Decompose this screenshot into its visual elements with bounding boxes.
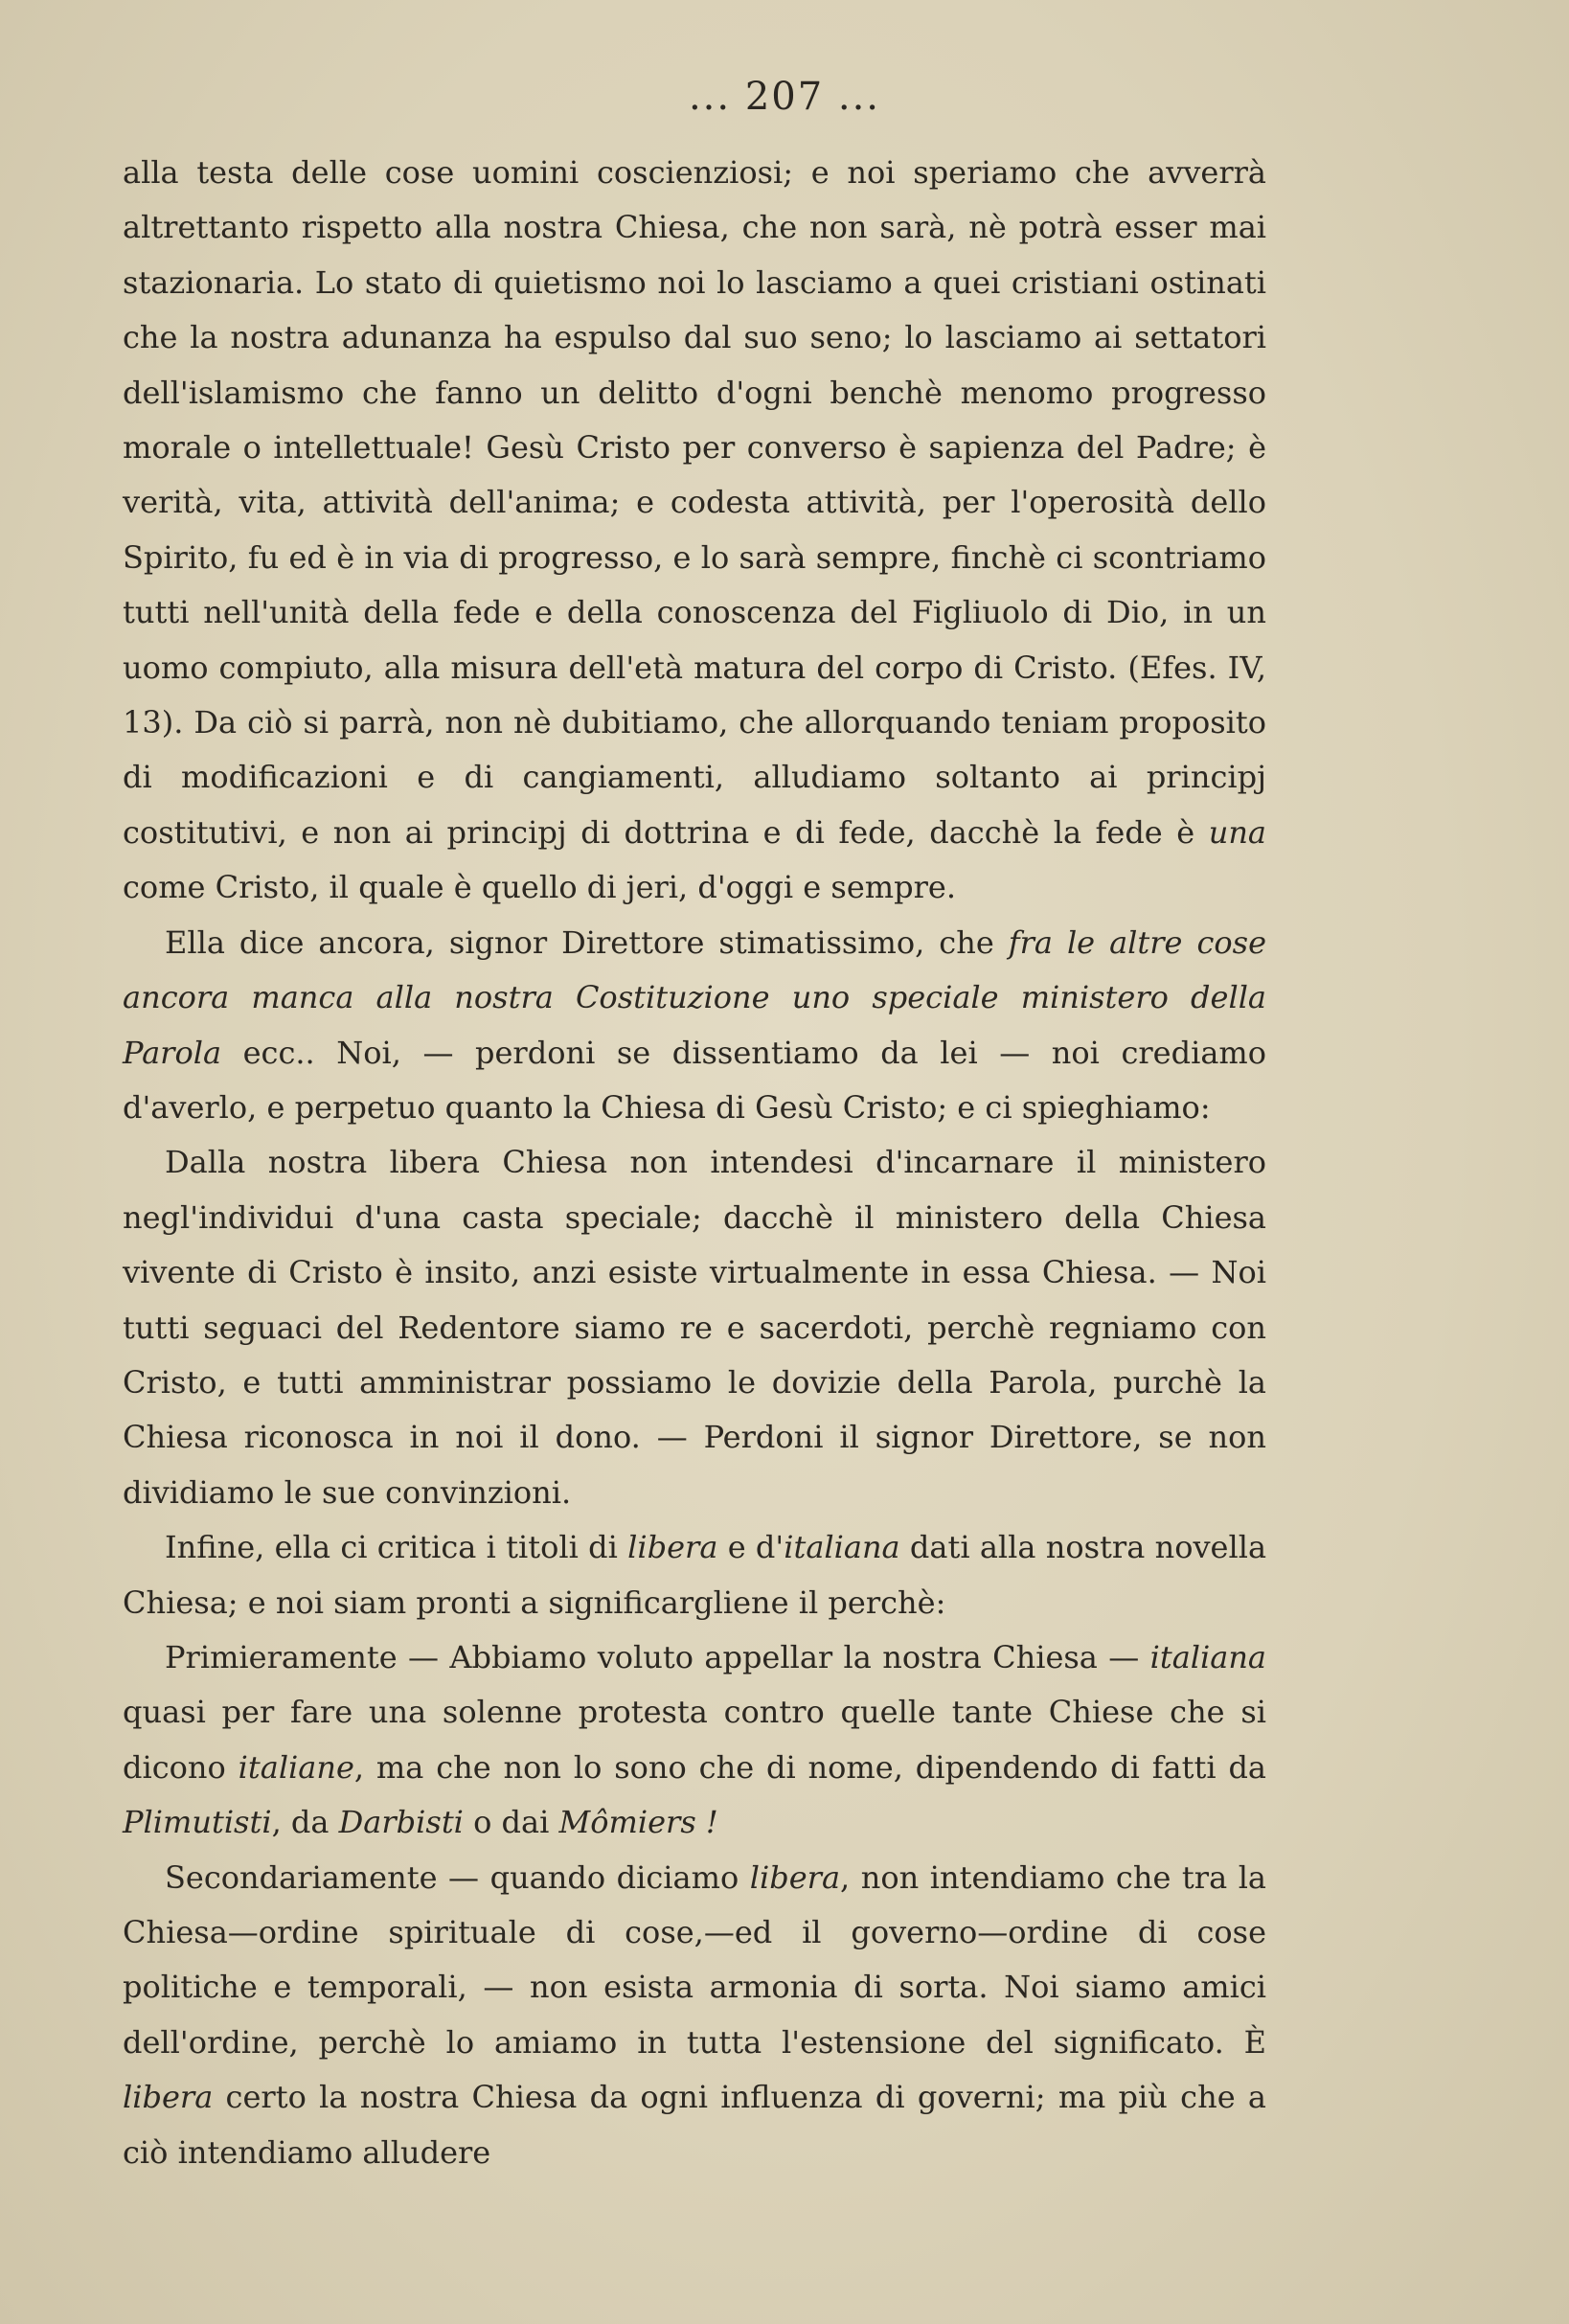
- text-run: e d': [717, 1529, 784, 1566]
- text-run: Ella dice ancora, signor Direttore stimatissimo, che: [165, 923, 1009, 961]
- text-run: come Cristo, il quale è quello di jeri, d'oggi e sempre.: [123, 869, 956, 906]
- body-text: [123, 146, 1266, 2180]
- italic-run: italiana: [784, 1529, 900, 1566]
- italic-run: Plimutisti: [123, 1804, 272, 1841]
- text-run: certo la nostra Chiesa da ogni influenza di governi; ma più che a ciò intendiamo alludere: [123, 2079, 1266, 2171]
- text-run: , da: [271, 1804, 339, 1841]
- italic-run: libera: [627, 1529, 718, 1566]
- paragraph-p6: [123, 1851, 1266, 2180]
- text-run: Primieramente — Abbiamo voluto appellar la nostra Chiesa —: [165, 1638, 1150, 1675]
- text-run: alla testa delle cose uomini coscienziosi; e noi speriamo che avverrà altrettanto rispetto alla nostra Chiesa, che non sarà, nè potrà esser mai stazionaria. Lo stato di quietismo noi lo lasciamo a quei cristiani ostinati che la nostra adunanza ha espulso dal suo seno; lo lasciamo ai settatori dell'islamismo che fanno un delitto d'ogni benchè menomo progresso morale o intellettuale! Gesù Cristo per converso è sapienza del Padre; è verità, vita, attività dell'anima; e codesta attività, per l'operosità dello Spirito, fu ed è in via di progresso, e lo sarà sempre, finchè ci scontriamo tutti nell'unità della fede e della conoscenza del Figliuolo di Dio, in un uomo compiuto, alla misura dell'età matura del corpo di Cristo. (Efes. IV, 13). Da ciò si parrà, non nè dubitiamo, che allorquando teniam proposito di modificazioni e di cangiamenti, alludiamo soltanto ai principj costitutivi, e non ai principj di dottrina e di fede, dacchè la fede è: [123, 154, 1266, 851]
- italic-run: italiane: [238, 1748, 354, 1786]
- text-run: quasi per fare una solenne protesta contro quelle tante Chiese che si dicono: [123, 1694, 1266, 1786]
- italic-run: una: [1208, 813, 1266, 851]
- italic-run: italiana: [1149, 1638, 1266, 1675]
- paragraph-p4: [123, 1520, 1266, 1630]
- italic-run: Darbisti: [338, 1804, 464, 1841]
- italic-run: libera: [123, 2079, 214, 2116]
- text-run: , non intendiamo che tra la Chiesa—ordine spirituale di cose,—ed il governo—ordine di cose politiche e temporali, — non esista armonia di sorta. Noi siamo amici dell'ordine, perchè lo amiamo in tutta l'estensione del significato. È: [123, 1858, 1267, 2061]
- paragraph-p3: [123, 1135, 1266, 1520]
- italic-run: libera: [749, 1858, 841, 1896]
- text-run: , ma che non lo sono che di nome, dipendendo di fatti da: [353, 1748, 1267, 1786]
- paragraph-p5: [123, 1630, 1266, 1851]
- text-run: Infine, ella ci critica i titoli di: [165, 1529, 628, 1566]
- paragraph-p1: [123, 146, 1266, 916]
- italic-run: Mômiers !: [558, 1804, 718, 1841]
- text-run: ecc.. Noi, — perdoni se dissentiamo da lei — noi crediamo d'averlo, e perpetuo quanto la Chiesa di Gesù Cristo; e ci spieghiamo:: [123, 1034, 1266, 1126]
- text-run: dati alla nostra novella Chiesa; e noi siam pronti a significargliene il perchè:: [123, 1529, 1267, 1621]
- text-run: Dalla nostra libera Chiesa non intendesi d'incarnare il ministero negl'individui d'una casta speciale; dacchè il ministero della Chiesa vivente di Cristo è insito, anzi esiste virtualmente in essa Chiesa. — Noi tutti seguaci del Redentore siamo re e sacerdoti, perchè regniamo con Cristo, e tutti amministrar possiamo le dovizie della Parola, purchè la Chiesa riconosca in noi il dono. — Perdoni il signor Direttore, se non dividiamo le sue convinzioni.: [123, 1144, 1266, 1511]
- paragraph-p2: [123, 916, 1266, 1136]
- italic-run: fra le altre cose ancora manca alla nostra Costituzione uno speciale ministero della Parola: [123, 923, 1267, 1071]
- page-number: ... 207 ...: [688, 75, 881, 119]
- text-run: o dai: [463, 1804, 559, 1841]
- text-run: Secondariamente — quando diciamo: [165, 1858, 750, 1896]
